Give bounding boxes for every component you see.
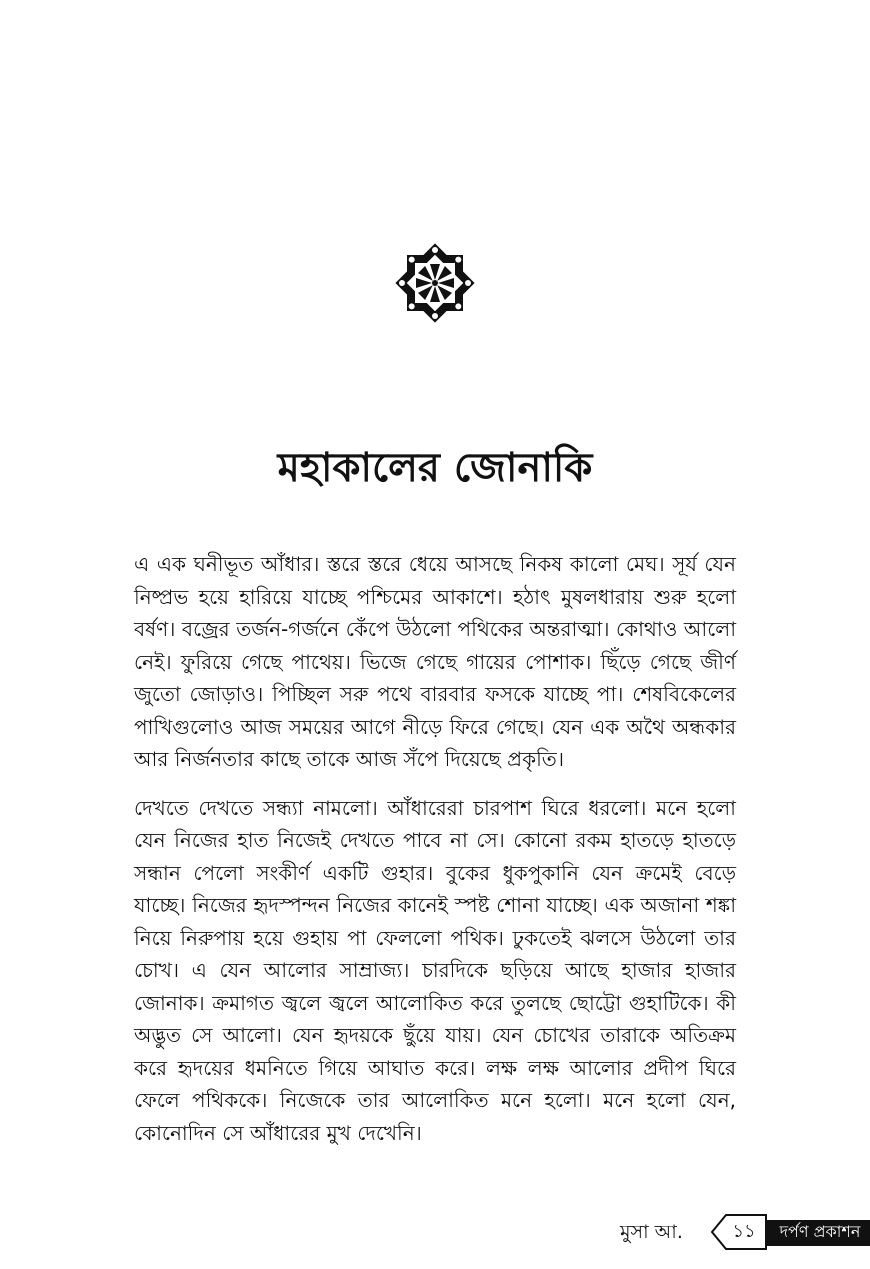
page-footer: [0, 1212, 870, 1252]
page-number: ১১: [732, 1221, 756, 1242]
paragraph: এ এক ঘনীভূত আঁধার। স্তরে স্তরে ধেয়ে আসছে নিকষ কালো মেঘ। সূর্য যেন নিষ্প্রভ হয়ে হারিয়ে যাচ্ছে পশ্চিমের আকাশে। হঠাৎ মুষলধারায় শুরু হলো বর্ষণ। বজ্রের তর্জন-গর্জনে কেঁপে উঠলো পথিকের অন্তরাত্মা। কোথাও আলো নেই। ফুরিয়ে গেছে পাথেয়। ভিজে গেছে গায়ের পোশাক। ছিঁড়ে গেছে জীর্ণ জুতো জোড়াও। পিচ্ছিল সরু পথে বারবার ফসকে যাচ্ছে পা। শেষবিকেলের পাখিগুলোও আজ সময়ের আগে নীড়ে ফিরে গেছে। যেন এক অথৈ অন্ধকার আর নির্জনতার কাছে তাকে আজ সঁপে দিয়েছে প্রকৃতি।: [134, 552, 736, 771]
paragraph: দেখতে দেখতে সন্ধ্যা নামলো। আঁধারেরা চারপাশ ঘিরে ধরলো। মনে হলো যেন নিজের হাত নিজেই দেখতে পাবে না সে। কোনো রকম হাতড়ে হাতড়ে সন্ধান পেলো সংকীর্ণ একটি গুহার। বুকের ধুকপুকানি যেন ক্রমেই বেড়ে যাচ্ছে। নিজের হৃদস্পন্দন নিজের কানেই স্পষ্ট শোনা যাচ্ছে। এক অজানা শঙ্কা নিয়ে নিরুপায় হয়ে গুহায় পা ফেললো পথিক। ঢুকতেই ঝলসে উঠলো তার চোখ। এ যেন আলোর সাম্রাজ্য। চারদিকে ছড়িয়ে আছে হাজার হাজার জোনাক। ক্রমাগত জ্বলে জ্বলে আলোকিত করে তুলছে ছোট্টো গুহাটিকে। কী অদ্ভুত সে আলো। যেন হৃদয়কে ছুঁয়ে যায়। যেন চোখের তারাকে অতিক্রম করে হৃদয়ের ধমনিতে গিয়ে আঘাত করে। লক্ষ লক্ষ আলোর প্রদীপ ঘিরে ফেলে পথিককে। নিজেকে তার আলোকিত মনে হলো। মনে হলো যেন, কোনোদিন সে আঁধারের মুখ দেখেনি।: [134, 795, 736, 1145]
publisher-name: দর্পণ প্রকাশন: [779, 1222, 861, 1241]
page-badge: [708, 1214, 870, 1250]
chapter-body: [134, 548, 736, 1149]
page-title: মহাকালের জোনাকি: [277, 445, 593, 491]
author-name: মুসা আ.: [620, 1221, 683, 1243]
ornamental-star-icon: [390, 238, 480, 328]
